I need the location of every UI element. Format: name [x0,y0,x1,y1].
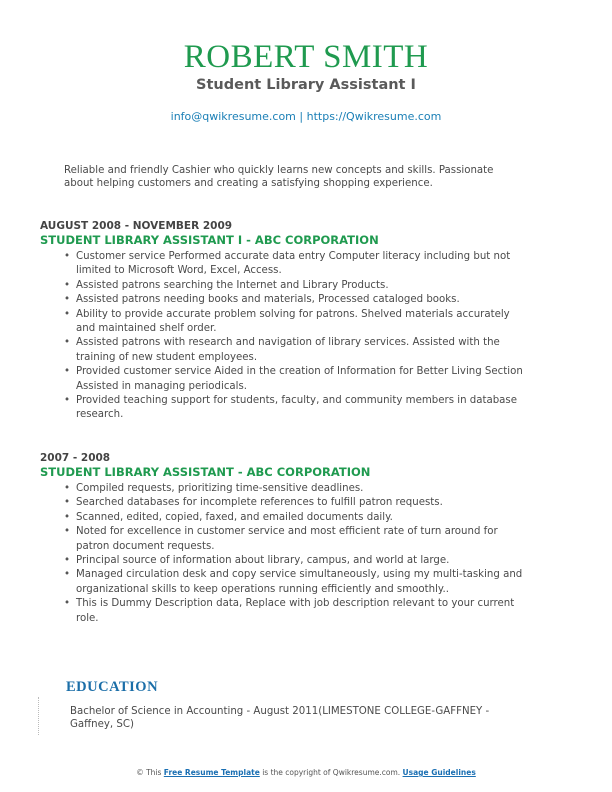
job-role: STUDENT LIBRARY ASSISTANT - ABC CORPORATION [40,465,371,479]
job-dates: 2007 - 2008 [40,452,111,464]
candidate-name: ROBERT SMITH [183,39,429,75]
list-item: • Ability to provide accurate problem solving for patrons. Shelved materials accurately and maintained shelf order. [76,308,530,337]
contact-separator: | [299,110,304,123]
list-item: • This is Dummy Description data, Replace with job description relevant to your current role. [76,597,530,626]
job-dates: AUGUST 2008 - NOVEMBER 2009 [40,220,233,232]
footer-copyright-text: is the copyright of Qwikresume.com. [262,768,401,777]
summary-paragraph: Reliable and friendly Cashier who quickly learns new concepts and skills. Passionate about helping customers and creating a satisfying shopping experience. [64,165,494,189]
list-item: • Customer service Performed accurate data entry Computer literacy including but not limited to Microsoft Word, Excel, Access. [76,250,530,279]
free-resume-template-link[interactable]: Free Resume Template [163,768,260,777]
list-item: • Compiled requests, prioritizing time-sensitive deadlines. [76,482,530,496]
job-role: STUDENT LIBRARY ASSISTANT I - ABC CORPORATION [40,233,379,247]
list-item: • Principal source of information about library, campus, and world at large. [76,554,530,568]
list-item: • Assisted patrons with research and navigation of library services. Assisted with the training of new student employees. [76,336,530,365]
list-item: • Scanned, edited, copied, faxed, and emailed documents daily. [76,511,530,525]
email-link[interactable]: info@qwikresume.com [170,110,296,123]
contact-line [0,110,612,124]
resume-header [0,40,612,124]
job-entry-1 [40,220,530,423]
job-bullets [40,250,530,423]
footer [0,768,612,778]
list-item: • Assisted patrons searching the Internet and Library Products. [76,279,530,293]
job-bullets [40,482,530,626]
list-item: • Managed circulation desk and copy service simultaneously, using my multi-tasking and organizational skills to keep operations running efficiently and smoothly.. [76,568,530,597]
footer-prefix: © This [136,768,162,777]
list-item: • Provided customer service Aided in the creation of Information for Better Living Section Assisted in managing periodicals. [76,365,530,394]
education-divider [38,697,40,735]
usage-guidelines-link[interactable]: Usage Guidelines [402,768,476,777]
list-item: • Searched databases for incomplete references to fulfill patron requests. [76,496,530,510]
education-heading: EDUCATION [66,679,159,695]
website-link[interactable]: https://Qwikresume.com [306,110,442,123]
list-item: • Provided teaching support for students, faculty, and community members in database research. [76,394,530,423]
list-item: • Noted for excellence in customer service and most efficient rate of turn around for patron document requests. [76,525,530,554]
candidate-title: Student Library Assistant I [196,77,416,93]
job-entry-2 [40,452,530,626]
education-entry: Bachelor of Science in Accounting - August 2011(LIMESTONE COLLEGE-GAFFNEY - Gaffney, SC) [70,706,490,730]
list-item: • Assisted patrons needing books and materials, Processed cataloged books. [76,293,530,307]
